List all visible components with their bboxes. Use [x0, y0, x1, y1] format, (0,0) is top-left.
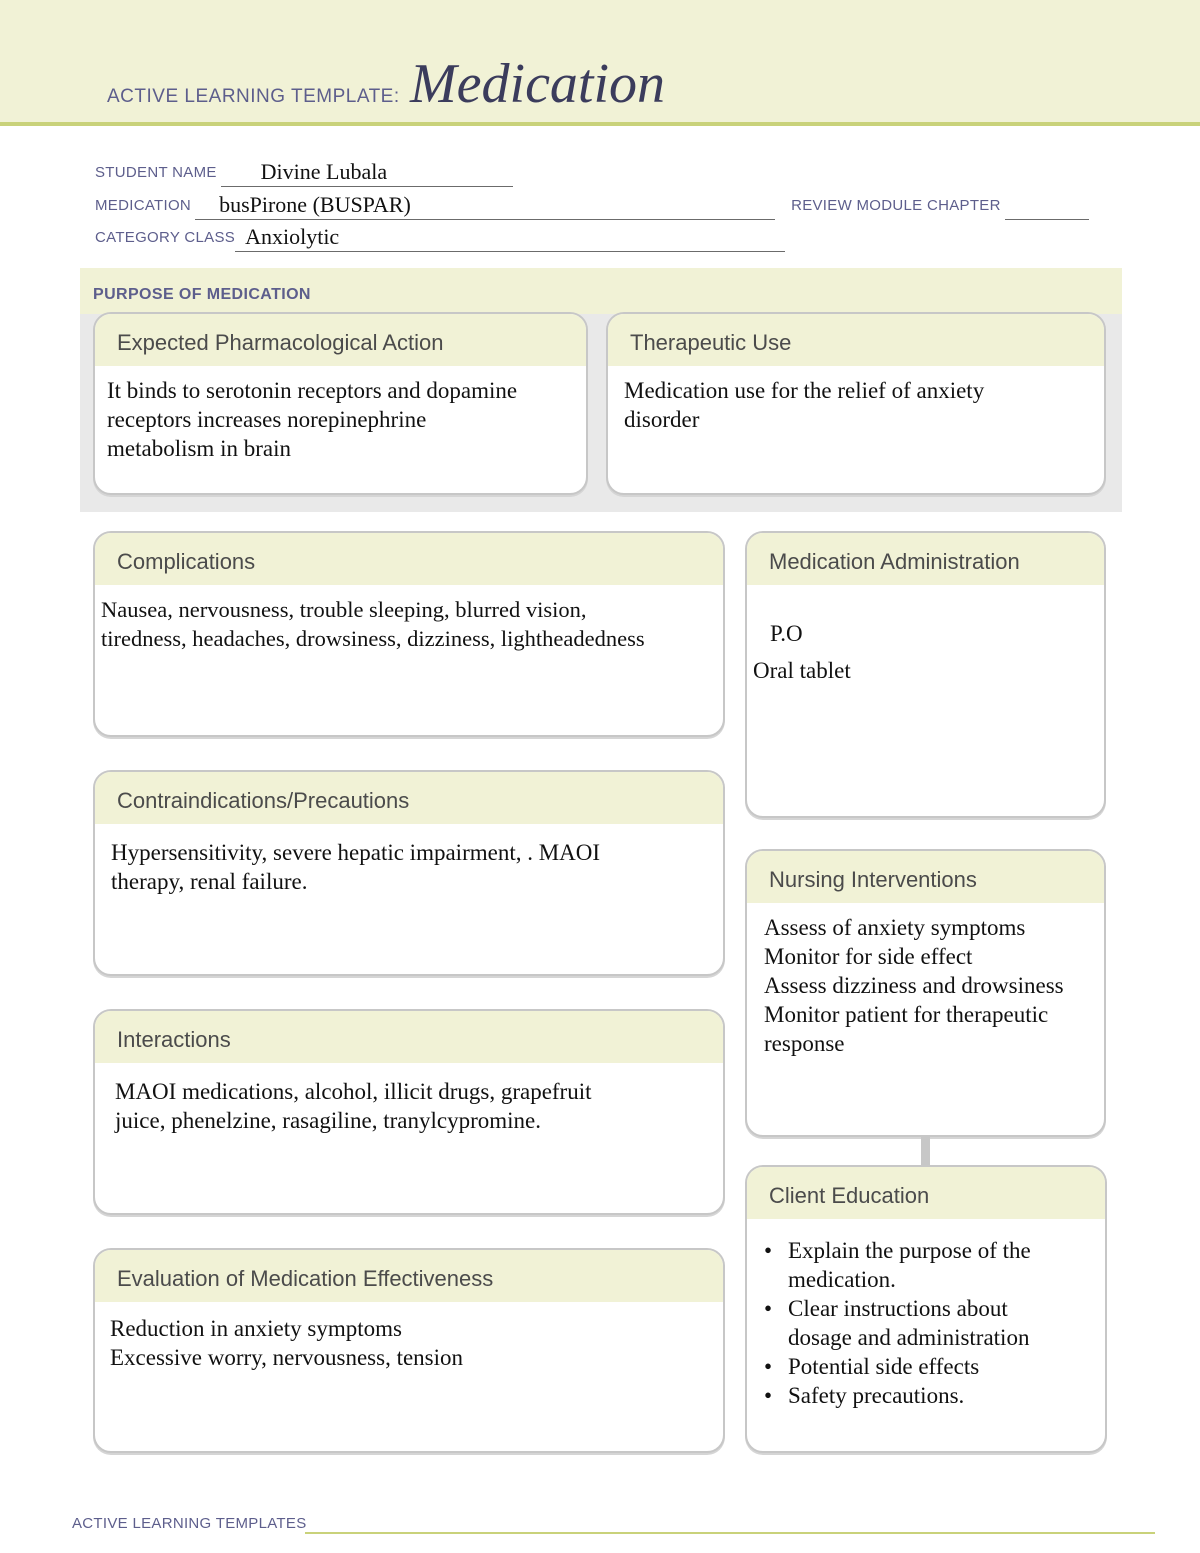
evaluation-line: Reduction in anxiety symptoms — [110, 1316, 402, 1341]
therapeutic-use-title: Therapeutic Use — [608, 314, 1104, 366]
student-name-value: Divine Lubala — [260, 159, 388, 184]
page-title: Medication — [410, 53, 666, 115]
administration-body — [747, 585, 1104, 689]
student-name-label: STUDENT NAME — [95, 164, 217, 181]
expected-action-box[interactable] — [93, 312, 588, 495]
client-education-line: dosage and administration — [788, 1325, 1030, 1350]
medication-value: busPirone (BUSPAR) — [219, 192, 411, 217]
interactions-body — [95, 1063, 723, 1135]
header-rule — [0, 122, 1200, 126]
nursing-line: Assess dizziness and drowsiness — [764, 973, 1064, 998]
client-education-box[interactable] — [745, 1165, 1107, 1453]
therapeutic-use-box[interactable] — [606, 312, 1106, 495]
therapeutic-use-line: Medication use for the relief of anxiety — [624, 378, 985, 403]
student-name-field[interactable] — [221, 160, 513, 187]
list-item — [764, 1294, 1105, 1352]
nursing-interventions-body — [747, 903, 1104, 1058]
therapeutic-use-body — [608, 366, 1104, 434]
client-education-line: medication. — [788, 1267, 896, 1292]
expected-action-body — [95, 366, 586, 463]
connector-bar — [921, 1135, 930, 1167]
interactions-box[interactable] — [93, 1009, 725, 1215]
contraindications-body — [95, 824, 723, 896]
administration-line: P.O — [770, 621, 803, 646]
category-row — [95, 222, 785, 252]
administration-title: Medication Administration — [747, 533, 1104, 585]
footer-label: ACTIVE LEARNING TEMPLATES — [72, 1515, 307, 1532]
contraindications-line: Hypersensitivity, severe hepatic impairment, . MAOI — [111, 840, 601, 865]
administration-line: Oral tablet — [753, 658, 851, 683]
client-education-list — [764, 1236, 1105, 1410]
interactions-title: Interactions — [95, 1011, 723, 1063]
interactions-line: MAOI medications, alcohol, illicit drugs, grapefruit — [115, 1079, 592, 1104]
evaluation-body — [95, 1302, 723, 1372]
nursing-line: response — [764, 1031, 845, 1056]
category-value: Anxiolytic — [245, 224, 340, 249]
expected-action-line: It binds to serotonin receptors and dopamine — [107, 378, 518, 403]
list-item — [764, 1381, 1105, 1410]
category-label: CATEGORY CLASS — [95, 229, 236, 246]
contraindications-box[interactable] — [93, 770, 725, 976]
client-education-line: • Potential side effects — [788, 1354, 980, 1379]
medication-label: MEDICATION — [95, 197, 192, 214]
contraindications-title: Contraindications/Precautions — [95, 772, 723, 824]
list-item — [764, 1352, 1105, 1381]
template-label: ACTIVE LEARNING TEMPLATE: — [107, 86, 400, 107]
expected-action-title: Expected Pharmacological Action — [95, 314, 586, 366]
list-item — [764, 1236, 1105, 1294]
nursing-interventions-box[interactable] — [745, 849, 1106, 1137]
client-education-line: • Clear instructions about — [788, 1296, 1008, 1321]
category-field[interactable] — [235, 225, 785, 252]
client-education-line: • Explain the purpose of the — [788, 1238, 1031, 1263]
review-module-label: REVIEW MODULE CHAPTER — [791, 197, 1001, 214]
complications-body — [95, 585, 723, 653]
complications-line: Nausea, nervousness, trouble sleeping, blurred vision, — [101, 597, 587, 622]
complications-line: tiredness, headaches, drowsiness, dizziness, lightheadedness — [101, 626, 645, 651]
evaluation-title: Evaluation of Medication Effectiveness — [95, 1250, 723, 1302]
student-name-row — [95, 157, 513, 187]
nursing-line: Assess of anxiety symptoms — [764, 915, 1026, 940]
administration-box[interactable] — [745, 531, 1106, 818]
contraindications-line: therapy, renal failure. — [111, 869, 308, 894]
nursing-interventions-title: Nursing Interventions — [747, 851, 1104, 903]
review-module-field[interactable] — [1005, 193, 1089, 220]
complications-title: Complications — [95, 533, 723, 585]
client-education-line: • Safety precautions. — [788, 1383, 965, 1408]
footer-rule — [305, 1532, 1155, 1534]
interactions-line: juice, phenelzine, rasagiline, tranylcypromine. — [115, 1108, 541, 1133]
therapeutic-use-line: disorder — [624, 407, 700, 432]
client-education-title: Client Education — [747, 1167, 1105, 1219]
nursing-line: Monitor for side effect — [764, 944, 973, 969]
client-education-body — [747, 1219, 1105, 1410]
evaluation-box[interactable] — [93, 1248, 725, 1453]
medication-field[interactable] — [195, 193, 775, 220]
medication-row — [95, 190, 1089, 220]
complications-box[interactable] — [93, 531, 725, 737]
expected-action-line: receptors increases norepinephrine — [107, 407, 427, 432]
purpose-label: PURPOSE OF MEDICATION — [93, 286, 311, 303]
expected-action-line: metabolism in brain — [107, 436, 291, 461]
evaluation-line: Excessive worry, nervousness, tension — [110, 1345, 464, 1370]
nursing-line: Monitor patient for therapeutic — [764, 1002, 1049, 1027]
